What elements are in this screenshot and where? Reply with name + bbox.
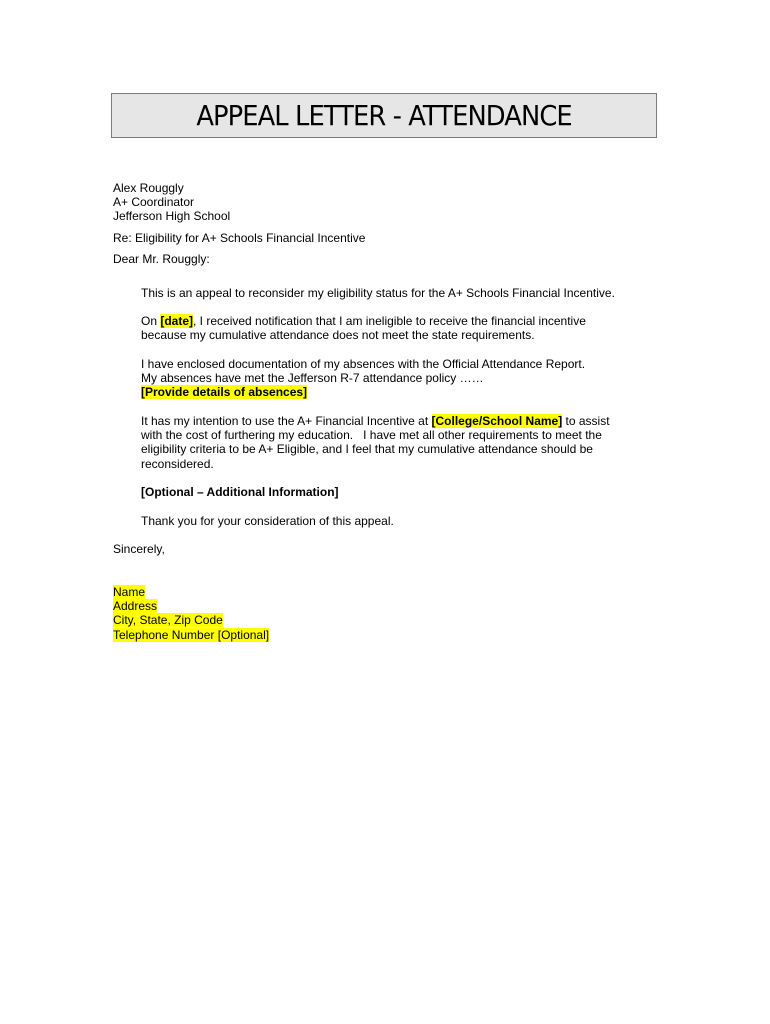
page-title: APPEAL LETTER - ATTENDANCE — [196, 99, 572, 132]
paragraph-4-line-4: reconsidered. — [141, 456, 214, 471]
paragraph-2 — [141, 314, 586, 342]
date-placeholder: [date] — [160, 314, 194, 328]
recipient-block — [113, 181, 230, 224]
paragraph-4-prefix: It has my intention to use the A+ Financial Incentive at — [141, 414, 432, 428]
sender-telephone-line — [113, 628, 269, 642]
sender-city-state-zip: City, State, Zip Code — [113, 613, 223, 628]
paragraph-2-line-1 — [141, 314, 586, 328]
paragraph-4-line-2: with the cost of furthering my education. I have met all other requirements to meet the — [141, 428, 602, 443]
sender-block — [113, 585, 269, 642]
closing: Sincerely, — [113, 542, 165, 556]
re-line: Re: Eligibility for A+ Schools Financial Incentive — [113, 231, 366, 245]
absences-placeholder: [Provide details of absences] — [141, 385, 308, 400]
sender-address: Address — [113, 599, 158, 614]
optional-info-placeholder: [Optional – Additional Information] — [141, 485, 339, 499]
sender-name-line — [113, 585, 269, 599]
sender-name: Name — [113, 585, 146, 599]
paragraph-1: This is an appeal to reconsider my eligibility status for the A+ Schools Financial Incentive. — [141, 286, 615, 300]
title-box — [111, 93, 657, 138]
paragraph-2-prefix: On — [141, 314, 161, 328]
sender-address-line — [113, 599, 269, 613]
paragraph-4-line-1 — [141, 414, 610, 428]
paragraph-2-line-1-rest: , I received notification that I am ineligible to receive the financial incentive — [193, 314, 586, 328]
paragraph-2-line-2: because my cumulative attendance does not meet the state requirements. — [141, 328, 535, 343]
paragraph-3 — [141, 357, 585, 400]
paragraph-3-line-3 — [141, 385, 585, 399]
recipient-school: Jefferson High School — [113, 209, 231, 224]
paragraph-4 — [141, 414, 610, 471]
thanks-line: Thank you for your consideration of this appeal. — [141, 514, 394, 528]
sender-telephone: Telephone Number [Optional] — [113, 627, 270, 642]
paragraph-3-line-2: My absences have met the Jefferson R-7 attendance policy …… — [141, 371, 484, 386]
paragraph-3-line-1: I have enclosed documentation of my absences with the Official Attendance Report. — [141, 357, 586, 371]
paragraph-4-suffix: to assist — [562, 414, 610, 428]
sender-city-line — [113, 613, 269, 627]
college-placeholder: [College/School Name] — [431, 414, 563, 428]
recipient-name: Alex Rouggly — [113, 181, 184, 195]
paragraph-4-line-3: eligibility criteria to be A+ Eligible, and I feel that my cumulative attendance should be — [141, 442, 593, 457]
salutation: Dear Mr. Rouggly: — [113, 252, 210, 266]
recipient-position: A+ Coordinator — [113, 195, 195, 210]
